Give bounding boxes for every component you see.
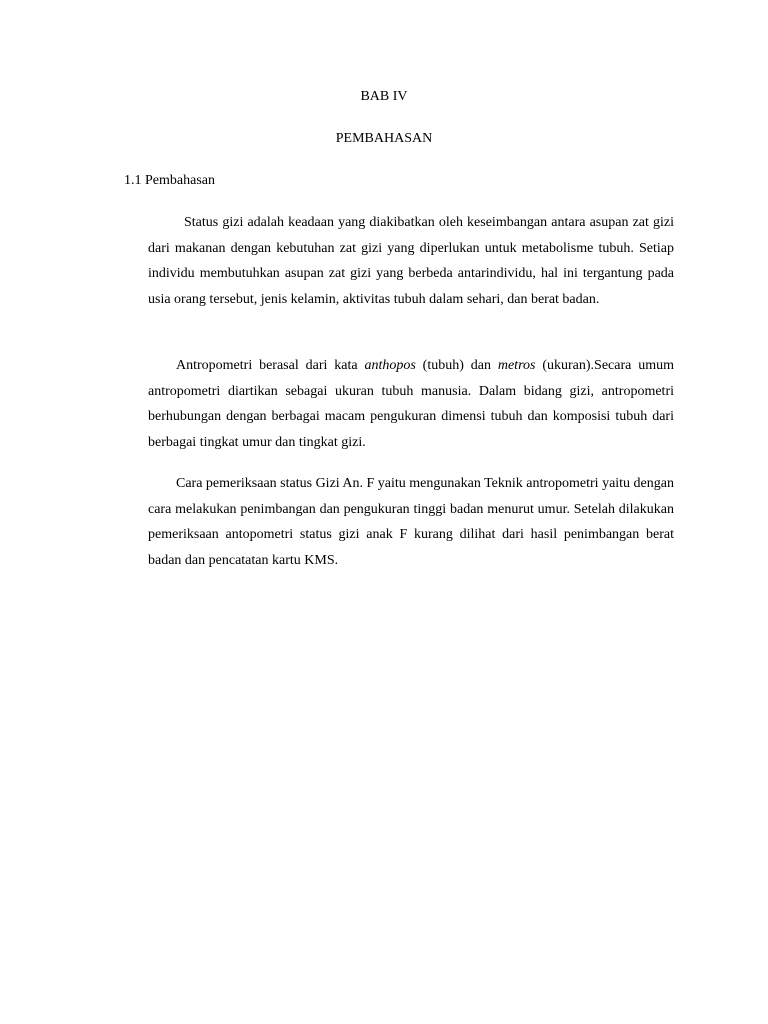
paragraph-text: (tubuh) dan bbox=[415, 358, 498, 373]
paragraph-status-gizi: Status gizi adalah keadaan yang diakibatkan oleh keseimbangan antara asupan zat gizi dari makanan dengan kebutuhan zat gizi yang diperlukan untuk metabolisme tubuh. Setiap individu membutuhkan asupan zat gizi yang berbeda antarindividu, hal ini tergantung pada usia orang tersebut, jenis kelamin, aktivitas tubuh dalam sehari, dan berat badan. bbox=[148, 215, 674, 307]
italic-term: metros bbox=[497, 358, 536, 373]
paragraph-pemeriksaan: Cara pemeriksaan status Gizi An. F yaitu mengunakan Teknik antropometri yaitu dengan cara melakukan penimbangan dan pengukuran tinggi badan menurut umur. Setelah dilakukan pemeriksaan antopometri status gizi anak F kurang dilihat dari hasil penimbangan berat badan dan pencatatan kartu KMS. bbox=[148, 476, 674, 568]
chapter-title: PEMBAHASAN bbox=[335, 131, 433, 146]
paragraph-text: (ukuran).Secara umum antropometri diartikan sebagai ukuran tubuh manusia. Dalam bidang gizi, antropometri berhubungan dengan berbagai macam pengukuran dimensi tubuh dan komposisi tubuh dari berbagai tingkat umur dan tingkat gizi. bbox=[148, 358, 674, 450]
chapter-heading: BAB IV bbox=[360, 89, 408, 104]
paragraph-text: Antropometri berasal dari kata bbox=[176, 358, 365, 373]
italic-term: anthopos bbox=[364, 358, 416, 373]
subsection-heading: 1.1 Pembahasan bbox=[124, 173, 215, 188]
paragraph-antropometri bbox=[148, 353, 674, 455]
